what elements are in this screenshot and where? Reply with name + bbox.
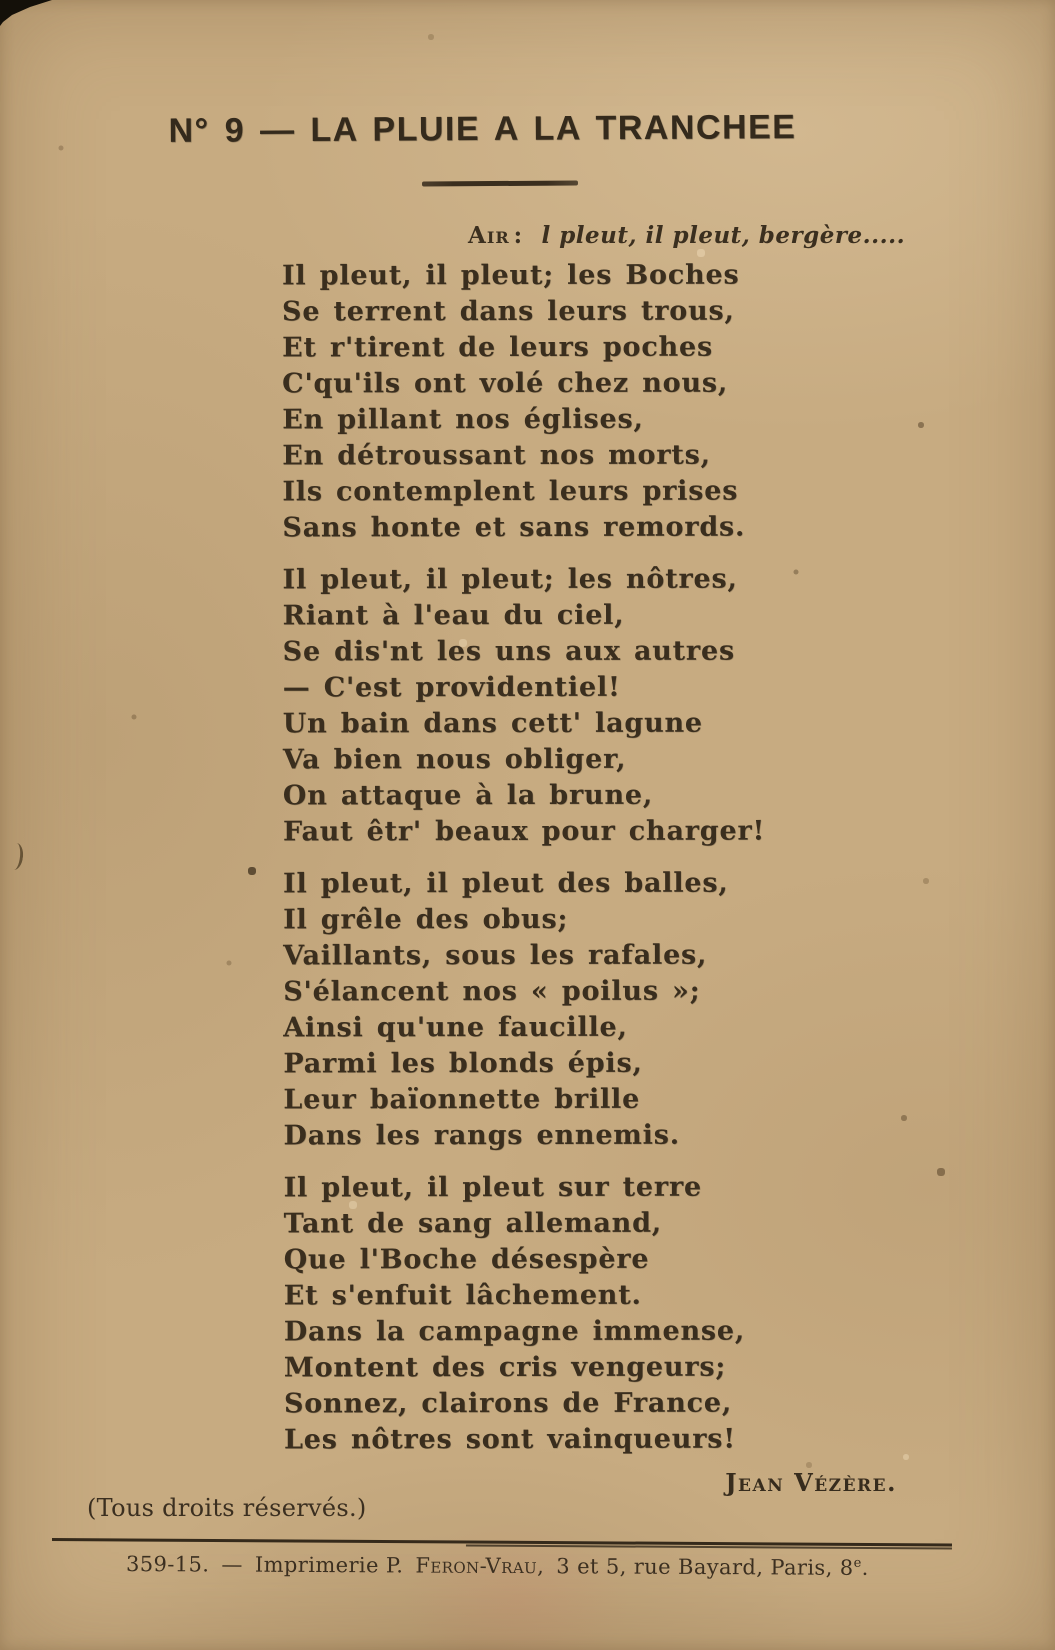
printer-imprint bbox=[126, 1552, 874, 1580]
air-label: Air bbox=[468, 222, 510, 249]
poem bbox=[282, 258, 766, 1475]
title-divider-rule bbox=[422, 180, 578, 186]
poem-line: — C'est providentiel! bbox=[282, 671, 621, 704]
poem-line: Tant de sang allemand, bbox=[283, 1207, 662, 1240]
pen-mark bbox=[9, 842, 25, 870]
poem-line: On attaque à la brune, bbox=[282, 779, 654, 812]
poem-line: En détroussant nos morts, bbox=[282, 439, 711, 472]
stanza bbox=[282, 562, 765, 851]
air-tune-title: l pleut, il pleut, bergère..... bbox=[541, 222, 906, 249]
stanza bbox=[284, 1170, 767, 1459]
imprint-period: . bbox=[861, 1555, 869, 1580]
poem-line: Il pleut, il pleut des balles, bbox=[283, 867, 729, 900]
imprint-printer-name: Feron-Vrau, bbox=[415, 1553, 545, 1579]
poem-line: Et r'tirent de leurs poches bbox=[282, 331, 713, 364]
poem-line: Ainsi qu'une faucille, bbox=[283, 1011, 628, 1044]
poem-line: Les nôtres sont vainqueurs! bbox=[283, 1423, 736, 1456]
poem-line: Montent des cris vengeurs; bbox=[283, 1351, 727, 1384]
poem-line: Dans la campagne immense, bbox=[283, 1315, 746, 1348]
imprint-reference: 359-15. bbox=[125, 1552, 210, 1577]
author-signature: Jean Vézère. bbox=[725, 1468, 897, 1497]
scan-corner-artifact bbox=[0, 0, 60, 30]
poem-line: Que l'Boche désespère bbox=[283, 1243, 650, 1276]
poem-line: C'qu'ils ont volé chez nous, bbox=[282, 367, 729, 400]
footer-divider-rule bbox=[52, 1538, 952, 1546]
poem-line: Il grêle des obus; bbox=[283, 903, 569, 936]
poem-line: Et s'enfuit lâchement. bbox=[283, 1279, 642, 1312]
poem-line: Sans honte et sans remords. bbox=[282, 511, 746, 544]
poem-line: Un bain dans cett' lagune bbox=[282, 707, 703, 740]
poem-line: Dans les rangs ennemis. bbox=[283, 1119, 680, 1152]
poem-line: Sonnez, clairons de France, bbox=[283, 1387, 733, 1420]
poem-line: Va bien nous obliger, bbox=[282, 743, 627, 776]
paper-specks bbox=[0, 0, 2, 2]
poem-line: Vaillants, sous les rafales, bbox=[283, 939, 708, 972]
poem-line: Il pleut, il pleut; les nôtres, bbox=[282, 563, 738, 596]
poem-line: Il pleut, il pleut sur terre bbox=[283, 1171, 702, 1204]
poem-line: Faut êtr' beaux pour charger! bbox=[282, 815, 766, 848]
imprint-address: 3 et 5, rue Bayard, Paris, 8 bbox=[556, 1554, 854, 1580]
stanza bbox=[282, 258, 765, 547]
stanza bbox=[283, 866, 766, 1155]
song-title: N° 9 — LA PLUIE A LA TRANCHEE bbox=[168, 108, 797, 150]
air-line bbox=[468, 222, 905, 249]
rights-notice: (Tous droits réservés.) bbox=[87, 1494, 367, 1522]
imprint-address-ordinal: e bbox=[853, 1555, 862, 1571]
imprint-dash: — bbox=[221, 1552, 243, 1577]
air-colon: : bbox=[513, 222, 523, 249]
poem-line: En pillant nos églises, bbox=[282, 403, 644, 436]
poem-line: Ils contemplent leurs prises bbox=[282, 475, 739, 508]
poem-line: Riant à l'eau du ciel, bbox=[282, 599, 625, 632]
poem-line: Il pleut, il pleut; les Boches bbox=[281, 259, 740, 292]
poem-line: Leur baïonnette brille bbox=[283, 1083, 641, 1116]
poem-line: S'élancent nos « poilus »; bbox=[283, 975, 701, 1008]
poem-line: Se dis'nt les uns aux autres bbox=[282, 635, 735, 668]
poem-line: Se terrent dans leurs trous, bbox=[282, 295, 735, 328]
poem-line: Parmi les blonds épis, bbox=[283, 1047, 643, 1080]
imprint-printer-prefix: Imprimerie P. bbox=[254, 1552, 404, 1578]
